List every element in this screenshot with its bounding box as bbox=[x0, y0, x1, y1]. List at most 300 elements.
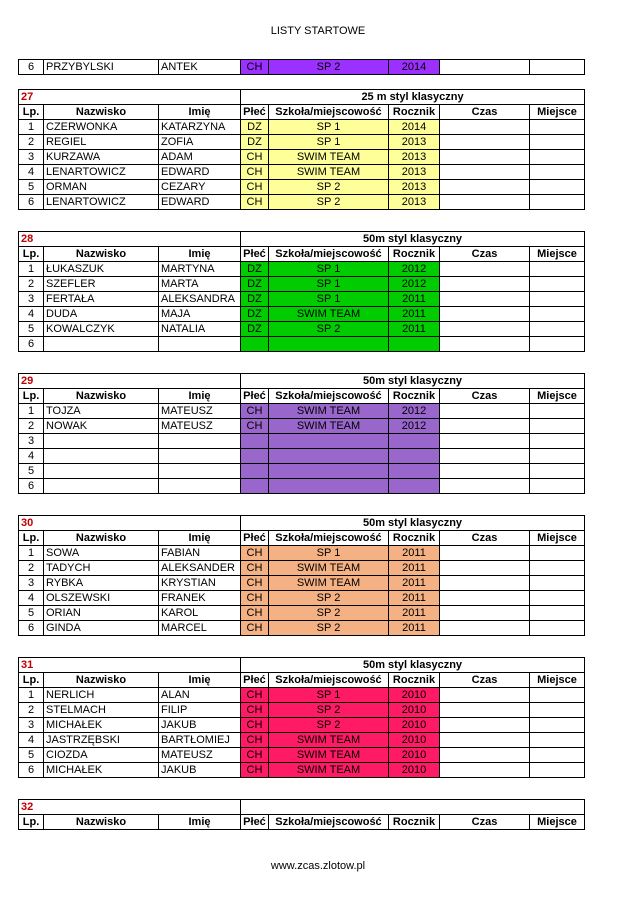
header-czas: Czas bbox=[440, 815, 530, 830]
cell-imie: FILIP bbox=[159, 703, 241, 718]
cell-lp: 1 bbox=[19, 688, 44, 703]
table-row bbox=[19, 479, 585, 494]
cell-miejsce bbox=[530, 733, 585, 748]
cell-szkola bbox=[269, 337, 389, 352]
cell-szkola: SWIM TEAM bbox=[269, 419, 389, 434]
cell-rocznik bbox=[389, 479, 440, 494]
cell-lp: 5 bbox=[19, 322, 44, 337]
table-row bbox=[19, 419, 585, 434]
continuation-table bbox=[18, 59, 585, 75]
cell-imie bbox=[159, 434, 241, 449]
cell-szkola: SWIM TEAM bbox=[269, 150, 389, 165]
cell-imie: EDWARD bbox=[159, 195, 241, 210]
cell-imie: KRYSTIAN bbox=[159, 576, 241, 591]
cell-imie: NATALIA bbox=[159, 322, 241, 337]
cell-szkola bbox=[269, 464, 389, 479]
header-plec: Płeć bbox=[241, 389, 269, 404]
cell-plec bbox=[241, 434, 269, 449]
cell-nazwisko: RYBKA bbox=[44, 576, 159, 591]
cell-imie: KAROL bbox=[159, 606, 241, 621]
cell-imie: MARTA bbox=[159, 277, 241, 292]
cell-szkola: SP 2 bbox=[269, 621, 389, 636]
cell-szkola: SP 2 bbox=[269, 703, 389, 718]
cell-czas bbox=[440, 135, 530, 150]
cell-plec: CH bbox=[241, 576, 269, 591]
cell-miejsce bbox=[530, 434, 585, 449]
cell-czas bbox=[440, 621, 530, 636]
cell-plec: DZ bbox=[241, 322, 269, 337]
cell-miejsce bbox=[530, 337, 585, 352]
cell-szkola: SWIM TEAM bbox=[269, 165, 389, 180]
cell-rocznik: 2012 bbox=[389, 262, 440, 277]
header-nazwisko: Nazwisko bbox=[44, 673, 159, 688]
cell-szkola: SP 2 bbox=[269, 180, 389, 195]
event-header bbox=[19, 90, 585, 105]
cell-lp: 1 bbox=[19, 262, 44, 277]
header-czas: Czas bbox=[440, 389, 530, 404]
cell-miejsce bbox=[530, 120, 585, 135]
cell-plec: CH bbox=[241, 718, 269, 733]
cell-imie: CEZARY bbox=[159, 180, 241, 195]
cell-miejsce bbox=[530, 322, 585, 337]
cell-imie: EDWARD bbox=[159, 165, 241, 180]
cell-lp: 2 bbox=[19, 419, 44, 434]
header-rocznik: Rocznik bbox=[389, 389, 440, 404]
cell-plec: CH bbox=[241, 748, 269, 763]
cell-plec: DZ bbox=[241, 292, 269, 307]
cell-nazwisko: TOJZA bbox=[44, 404, 159, 419]
cell-czas bbox=[440, 307, 530, 322]
cell-miejsce bbox=[530, 703, 585, 718]
cell-imie: JAKUB bbox=[159, 718, 241, 733]
cell-lp: 2 bbox=[19, 703, 44, 718]
header-nazwisko: Nazwisko bbox=[44, 389, 159, 404]
cell-szkola bbox=[269, 434, 389, 449]
event-header bbox=[19, 658, 585, 673]
cell-plec: DZ bbox=[241, 120, 269, 135]
cell-szkola: SP 1 bbox=[269, 120, 389, 135]
header-imie: Imię bbox=[159, 247, 241, 262]
cell-nazwisko bbox=[44, 464, 159, 479]
cell-miejsce bbox=[530, 195, 585, 210]
header-szkola: Szkoła/miejscowość bbox=[269, 531, 389, 546]
header-nazwisko: Nazwisko bbox=[44, 247, 159, 262]
event-name: 50m styl klasyczny bbox=[241, 516, 585, 531]
cell-rocznik: 2011 bbox=[389, 307, 440, 322]
cell-imie: ALEKSANDER bbox=[159, 561, 241, 576]
cell-nazwisko: NERLICH bbox=[44, 688, 159, 703]
cell-szkola: SWIM TEAM bbox=[269, 561, 389, 576]
table-row bbox=[19, 180, 585, 195]
cell-plec: DZ bbox=[241, 277, 269, 292]
cell-imie: ADAM bbox=[159, 150, 241, 165]
cell-czas bbox=[440, 195, 530, 210]
event-name: 25 m styl klasyczny bbox=[241, 90, 585, 105]
event-table-32 bbox=[18, 799, 585, 830]
cell-rocznik: 2010 bbox=[389, 733, 440, 748]
cell-szkola: SP 1 bbox=[269, 262, 389, 277]
cell-czas bbox=[440, 479, 530, 494]
event-name: 50m styl klasyczny bbox=[241, 658, 585, 673]
cell-miejsce bbox=[530, 307, 585, 322]
header-czas: Czas bbox=[440, 247, 530, 262]
cell-nazwisko: JASTRZĘBSKI bbox=[44, 733, 159, 748]
cell-miejsce bbox=[530, 591, 585, 606]
cell-imie: MATEUSZ bbox=[159, 419, 241, 434]
table-row bbox=[19, 464, 585, 479]
cell-miejsce bbox=[530, 277, 585, 292]
cell-czas bbox=[440, 60, 530, 75]
cell-plec: CH bbox=[241, 763, 269, 778]
table-row bbox=[19, 576, 585, 591]
table-row bbox=[19, 195, 585, 210]
cell-czas bbox=[440, 449, 530, 464]
cell-nazwisko: LENARTOWICZ bbox=[44, 195, 159, 210]
cell-imie: JAKUB bbox=[159, 763, 241, 778]
cell-szkola: SP 2 bbox=[269, 606, 389, 621]
cell-szkola: SP 2 bbox=[269, 322, 389, 337]
header-nazwisko: Nazwisko bbox=[44, 531, 159, 546]
cell-lp: 4 bbox=[19, 165, 44, 180]
cell-plec: CH bbox=[241, 60, 269, 75]
header-lp: Lp. bbox=[19, 531, 44, 546]
header-lp: Lp. bbox=[19, 673, 44, 688]
cell-szkola: SP 2 bbox=[269, 195, 389, 210]
header-lp: Lp. bbox=[19, 815, 44, 830]
cell-nazwisko: ŁUKASZUK bbox=[44, 262, 159, 277]
cell-nazwisko: ORMAN bbox=[44, 180, 159, 195]
cell-plec: CH bbox=[241, 546, 269, 561]
header-rocznik: Rocznik bbox=[389, 531, 440, 546]
cell-czas bbox=[440, 748, 530, 763]
header-imie: Imię bbox=[159, 815, 241, 830]
cell-miejsce bbox=[530, 165, 585, 180]
cell-nazwisko: SOWA bbox=[44, 546, 159, 561]
event-number: 29 bbox=[19, 374, 241, 389]
cell-imie: FRANEK bbox=[159, 591, 241, 606]
header-imie: Imię bbox=[159, 389, 241, 404]
event-table-31 bbox=[18, 657, 585, 778]
cell-szkola: SP 2 bbox=[269, 60, 389, 75]
cell-plec: CH bbox=[241, 150, 269, 165]
cell-nazwisko: STELMACH bbox=[44, 703, 159, 718]
cell-czas bbox=[440, 718, 530, 733]
cell-szkola bbox=[269, 449, 389, 464]
cell-lp: 2 bbox=[19, 561, 44, 576]
header-imie: Imię bbox=[159, 673, 241, 688]
cell-czas bbox=[440, 120, 530, 135]
table-row bbox=[19, 763, 585, 778]
cell-plec: CH bbox=[241, 180, 269, 195]
cell-imie: ZOFIA bbox=[159, 135, 241, 150]
cell-czas bbox=[440, 763, 530, 778]
table-row bbox=[19, 591, 585, 606]
cell-plec: CH bbox=[241, 195, 269, 210]
event-name: 50m styl klasyczny bbox=[241, 232, 585, 247]
cell-miejsce bbox=[530, 292, 585, 307]
table-row bbox=[19, 404, 585, 419]
cell-rocznik bbox=[389, 337, 440, 352]
cell-plec: CH bbox=[241, 165, 269, 180]
cell-plec: DZ bbox=[241, 135, 269, 150]
page-title: LISTY STARTOWE bbox=[270, 25, 366, 37]
cell-czas bbox=[440, 591, 530, 606]
cell-szkola: SP 1 bbox=[269, 135, 389, 150]
cell-rocznik: 2011 bbox=[389, 546, 440, 561]
table-row bbox=[19, 561, 585, 576]
cell-lp: 6 bbox=[19, 60, 44, 75]
table-row bbox=[19, 322, 585, 337]
table-row bbox=[19, 262, 585, 277]
cell-rocznik: 2011 bbox=[389, 576, 440, 591]
header-plec: Płeć bbox=[241, 531, 269, 546]
cell-rocznik: 2012 bbox=[389, 404, 440, 419]
table-row bbox=[19, 703, 585, 718]
cell-szkola: SP 1 bbox=[269, 688, 389, 703]
cell-nazwisko: TADYCH bbox=[44, 561, 159, 576]
cell-rocznik: 2014 bbox=[389, 120, 440, 135]
cell-miejsce bbox=[530, 479, 585, 494]
cell-lp: 3 bbox=[19, 150, 44, 165]
table-row bbox=[19, 277, 585, 292]
table-row bbox=[19, 688, 585, 703]
cell-imie bbox=[159, 479, 241, 494]
table-row bbox=[19, 337, 585, 352]
event-number: 32 bbox=[19, 800, 241, 815]
cell-lp: 3 bbox=[19, 434, 44, 449]
cell-lp: 1 bbox=[19, 404, 44, 419]
cell-czas bbox=[440, 262, 530, 277]
cell-miejsce bbox=[530, 404, 585, 419]
cell-rocznik: 2012 bbox=[389, 277, 440, 292]
cell-plec bbox=[241, 464, 269, 479]
cell-szkola: SP 2 bbox=[269, 718, 389, 733]
event-name: 50m styl klasyczny bbox=[241, 374, 585, 389]
cell-lp: 3 bbox=[19, 292, 44, 307]
cell-miejsce bbox=[530, 561, 585, 576]
cell-szkola: SWIM TEAM bbox=[269, 576, 389, 591]
cell-rocznik: 2013 bbox=[389, 165, 440, 180]
header-rocznik: Rocznik bbox=[389, 105, 440, 120]
column-headers bbox=[19, 105, 585, 120]
cell-nazwisko: KOWALCZYK bbox=[44, 322, 159, 337]
cell-plec bbox=[241, 449, 269, 464]
cell-nazwisko bbox=[44, 449, 159, 464]
header-szkola: Szkoła/miejscowość bbox=[269, 105, 389, 120]
cell-imie: BARTŁOMIEJ bbox=[159, 733, 241, 748]
cell-lp: 4 bbox=[19, 733, 44, 748]
cell-czas bbox=[440, 576, 530, 591]
event-name bbox=[241, 800, 585, 815]
cell-plec: DZ bbox=[241, 307, 269, 322]
header-lp: Lp. bbox=[19, 247, 44, 262]
table-row bbox=[19, 135, 585, 150]
cell-nazwisko: MICHAŁEK bbox=[44, 718, 159, 733]
cell-czas bbox=[440, 180, 530, 195]
cell-miejsce bbox=[530, 449, 585, 464]
cell-nazwisko: OLSZEWSKI bbox=[44, 591, 159, 606]
cell-plec: DZ bbox=[241, 262, 269, 277]
cell-rocznik: 2011 bbox=[389, 591, 440, 606]
cell-rocznik: 2011 bbox=[389, 606, 440, 621]
cell-nazwisko bbox=[44, 434, 159, 449]
cell-miejsce bbox=[530, 262, 585, 277]
header-szkola: Szkoła/miejscowość bbox=[269, 673, 389, 688]
cell-miejsce bbox=[530, 688, 585, 703]
header-rocznik: Rocznik bbox=[389, 673, 440, 688]
event-number: 31 bbox=[19, 658, 241, 673]
cell-szkola: SWIM TEAM bbox=[269, 763, 389, 778]
cell-rocznik: 2011 bbox=[389, 561, 440, 576]
cell-miejsce bbox=[530, 464, 585, 479]
cell-miejsce bbox=[530, 621, 585, 636]
cell-imie: ALEKSANDRA bbox=[159, 292, 241, 307]
cell-rocznik: 2010 bbox=[389, 703, 440, 718]
header-lp: Lp. bbox=[19, 389, 44, 404]
cell-plec: CH bbox=[241, 561, 269, 576]
column-headers bbox=[19, 389, 585, 404]
cell-miejsce bbox=[530, 606, 585, 621]
event-table-29 bbox=[18, 373, 585, 494]
event-number: 28 bbox=[19, 232, 241, 247]
cell-nazwisko: NOWAK bbox=[44, 419, 159, 434]
cell-lp: 6 bbox=[19, 337, 44, 352]
cell-czas bbox=[440, 419, 530, 434]
event-header bbox=[19, 516, 585, 531]
cell-rocznik: 2010 bbox=[389, 748, 440, 763]
cell-rocznik: 2010 bbox=[389, 763, 440, 778]
header-miejsce: Miejsce bbox=[530, 105, 585, 120]
cell-miejsce bbox=[530, 150, 585, 165]
cell-czas bbox=[440, 546, 530, 561]
cell-rocznik: 2011 bbox=[389, 292, 440, 307]
table-row bbox=[19, 718, 585, 733]
header-plec: Płeć bbox=[241, 105, 269, 120]
header-czas: Czas bbox=[440, 673, 530, 688]
column-headers bbox=[19, 815, 585, 830]
cell-miejsce bbox=[530, 763, 585, 778]
column-headers bbox=[19, 247, 585, 262]
cell-czas bbox=[440, 688, 530, 703]
cell-czas bbox=[440, 404, 530, 419]
cell-imie bbox=[159, 337, 241, 352]
cell-plec bbox=[241, 479, 269, 494]
table-row bbox=[19, 748, 585, 763]
header-czas: Czas bbox=[440, 531, 530, 546]
cell-miejsce bbox=[530, 546, 585, 561]
cell-rocznik: 2013 bbox=[389, 150, 440, 165]
cell-czas bbox=[440, 464, 530, 479]
cell-rocznik: 2013 bbox=[389, 180, 440, 195]
cell-rocznik: 2010 bbox=[389, 688, 440, 703]
cell-miejsce bbox=[530, 718, 585, 733]
header-miejsce: Miejsce bbox=[530, 389, 585, 404]
cell-szkola: SWIM TEAM bbox=[269, 404, 389, 419]
cell-lp: 1 bbox=[19, 546, 44, 561]
event-table-28 bbox=[18, 231, 585, 352]
cell-imie: ALAN bbox=[159, 688, 241, 703]
cell-rocznik: 2011 bbox=[389, 621, 440, 636]
cell-nazwisko bbox=[44, 337, 159, 352]
header-nazwisko: Nazwisko bbox=[44, 105, 159, 120]
header-czas: Czas bbox=[440, 105, 530, 120]
cell-imie: ANTEK bbox=[159, 60, 241, 75]
cell-imie bbox=[159, 464, 241, 479]
cell-czas bbox=[440, 561, 530, 576]
cell-nazwisko: ORIAN bbox=[44, 606, 159, 621]
cell-nazwisko bbox=[44, 479, 159, 494]
header-miejsce: Miejsce bbox=[530, 247, 585, 262]
cell-plec: CH bbox=[241, 688, 269, 703]
table-row bbox=[19, 606, 585, 621]
event-table-27 bbox=[18, 89, 585, 210]
header-imie: Imię bbox=[159, 531, 241, 546]
cell-czas bbox=[440, 606, 530, 621]
cell-szkola: SWIM TEAM bbox=[269, 733, 389, 748]
cell-szkola: SP 1 bbox=[269, 292, 389, 307]
header-imie: Imię bbox=[159, 105, 241, 120]
cell-lp: 5 bbox=[19, 180, 44, 195]
cell-plec: CH bbox=[241, 621, 269, 636]
table-row bbox=[19, 120, 585, 135]
cell-rocznik bbox=[389, 449, 440, 464]
cell-imie bbox=[159, 449, 241, 464]
cell-czas bbox=[440, 337, 530, 352]
table-row bbox=[19, 733, 585, 748]
cell-lp: 3 bbox=[19, 718, 44, 733]
cell-rocznik bbox=[389, 464, 440, 479]
cell-czas bbox=[440, 703, 530, 718]
column-headers bbox=[19, 531, 585, 546]
cell-nazwisko: SZEFLER bbox=[44, 277, 159, 292]
cell-szkola: SP 1 bbox=[269, 277, 389, 292]
cell-czas bbox=[440, 165, 530, 180]
cell-imie: KATARZYNA bbox=[159, 120, 241, 135]
cell-nazwisko: FERTAŁA bbox=[44, 292, 159, 307]
cell-lp: 1 bbox=[19, 120, 44, 135]
cell-czas bbox=[440, 733, 530, 748]
cell-plec: CH bbox=[241, 703, 269, 718]
table-row bbox=[19, 621, 585, 636]
table-row bbox=[19, 60, 585, 75]
cell-nazwisko: MICHAŁEK bbox=[44, 763, 159, 778]
header-nazwisko: Nazwisko bbox=[44, 815, 159, 830]
cell-imie: FABIAN bbox=[159, 546, 241, 561]
cell-lp: 6 bbox=[19, 763, 44, 778]
cell-lp: 6 bbox=[19, 479, 44, 494]
cell-rocznik: 2013 bbox=[389, 135, 440, 150]
event-number: 27 bbox=[19, 90, 241, 105]
cell-nazwisko: REGIEL bbox=[44, 135, 159, 150]
header-szkola: Szkoła/miejscowość bbox=[269, 389, 389, 404]
table-row bbox=[19, 449, 585, 464]
event-header bbox=[19, 374, 585, 389]
cell-plec: CH bbox=[241, 606, 269, 621]
cell-szkola: SWIM TEAM bbox=[269, 748, 389, 763]
cell-szkola: SP 2 bbox=[269, 591, 389, 606]
cell-lp: 5 bbox=[19, 464, 44, 479]
cell-plec: CH bbox=[241, 404, 269, 419]
cell-rocznik: 2014 bbox=[389, 60, 440, 75]
header-miejsce: Miejsce bbox=[530, 815, 585, 830]
cell-miejsce bbox=[530, 135, 585, 150]
cell-lp: 3 bbox=[19, 576, 44, 591]
table-row bbox=[19, 150, 585, 165]
cell-czas bbox=[440, 292, 530, 307]
cell-lp: 2 bbox=[19, 135, 44, 150]
header-lp: Lp. bbox=[19, 105, 44, 120]
table-row bbox=[19, 292, 585, 307]
